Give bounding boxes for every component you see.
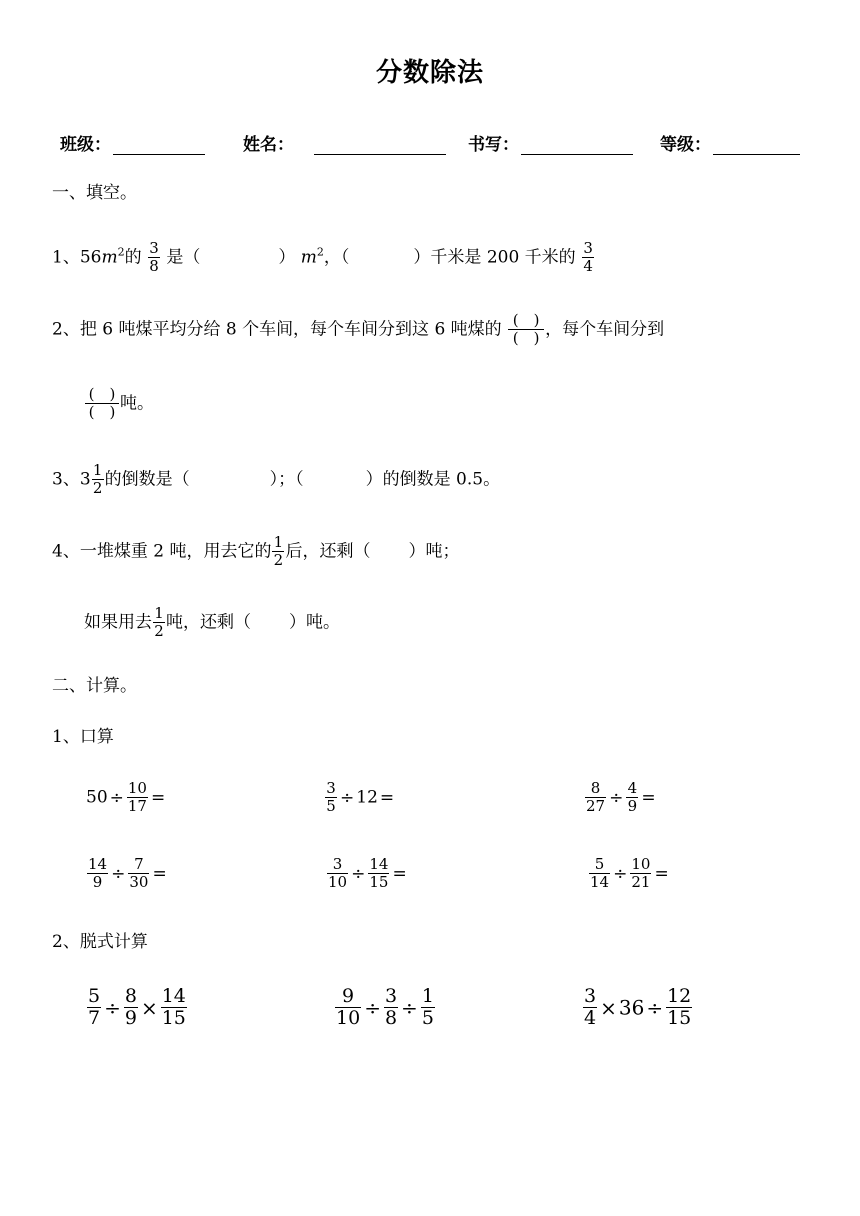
text: ）吨。 bbox=[289, 612, 340, 633]
text: m bbox=[101, 247, 118, 268]
fraction-numerator: 3 bbox=[583, 239, 593, 257]
fraction bbox=[327, 856, 348, 891]
text: 4、一堆煤重 2 吨，用去它的 bbox=[52, 541, 272, 562]
fraction bbox=[92, 462, 104, 497]
text: 2、把 6 吨煤平均分给 8 个车间，每个车间分到这 6 吨煤的 bbox=[52, 319, 502, 340]
fraction bbox=[368, 856, 389, 891]
fraction-denominator: 27 bbox=[586, 797, 606, 815]
fraction-numerator: 8 bbox=[590, 779, 601, 797]
text: 后，还剩（ bbox=[285, 541, 371, 562]
text: 如果用去 bbox=[84, 612, 152, 633]
fraction-denominator: 10 bbox=[336, 1007, 361, 1029]
text: 吨。 bbox=[120, 393, 154, 414]
fraction-denominator: 17 bbox=[127, 797, 147, 815]
question-1 bbox=[52, 240, 595, 275]
operator: ÷ bbox=[111, 863, 126, 884]
section-2-heading: 二、计算。 bbox=[52, 676, 137, 696]
fraction bbox=[148, 240, 160, 275]
operator: = bbox=[392, 863, 407, 884]
fraction-denominator: 15 bbox=[161, 1007, 186, 1029]
fraction bbox=[87, 986, 101, 1029]
operator: = bbox=[641, 787, 656, 808]
operator: ÷ bbox=[609, 787, 624, 808]
fraction-denominator: 30 bbox=[129, 873, 149, 891]
operator: ÷ bbox=[401, 995, 418, 1020]
fraction-numerator: 3 bbox=[332, 855, 343, 873]
oral-calc-heading: 1、口算 bbox=[52, 727, 114, 747]
step-calc-heading: 2、脱式计算 bbox=[52, 932, 148, 952]
fraction bbox=[384, 986, 398, 1029]
fraction-numerator: 8 bbox=[124, 985, 137, 1007]
grade-blank[interactable] bbox=[713, 136, 800, 155]
operator: ÷ bbox=[364, 995, 381, 1020]
fraction-numerator: ( ) bbox=[512, 311, 540, 329]
fraction bbox=[124, 986, 138, 1029]
name-field bbox=[243, 130, 446, 155]
writing-label: 书写： bbox=[468, 135, 519, 155]
text: 2 bbox=[117, 245, 125, 259]
grade-label: 等级： bbox=[660, 135, 711, 155]
fraction-numerator: 4 bbox=[627, 779, 638, 797]
fraction-numerator: 3 bbox=[584, 985, 597, 1007]
text: 1、56 bbox=[52, 247, 102, 268]
page-title: 分数除法 bbox=[375, 58, 484, 88]
fraction bbox=[585, 780, 606, 815]
class-blank[interactable] bbox=[113, 136, 205, 155]
step-problem-3 bbox=[582, 986, 693, 1029]
fraction-numerator: 3 bbox=[384, 985, 398, 1007]
fraction-denominator: 8 bbox=[384, 1007, 398, 1029]
fraction-denominator: 7 bbox=[88, 1007, 101, 1029]
text: 12 bbox=[356, 787, 378, 808]
text: 50 bbox=[86, 787, 108, 808]
operator: ÷ bbox=[109, 787, 124, 808]
question-2-line-2 bbox=[84, 386, 154, 421]
writing-field bbox=[468, 130, 633, 155]
text: ） bbox=[278, 247, 296, 268]
fraction-numerator: 5 bbox=[594, 855, 605, 873]
operator: × bbox=[600, 995, 617, 1020]
fraction bbox=[127, 780, 148, 815]
operator: = bbox=[379, 787, 395, 808]
fraction bbox=[666, 986, 692, 1029]
fraction-numerator: 14 bbox=[369, 855, 389, 873]
fraction-denominator: 21 bbox=[631, 873, 651, 891]
fraction-denominator: 8 bbox=[149, 257, 159, 275]
fraction-denominator: 9 bbox=[92, 873, 103, 891]
fraction-denominator: 5 bbox=[326, 797, 336, 815]
fraction-numerator: 9 bbox=[342, 985, 355, 1007]
operator: ÷ bbox=[613, 863, 628, 884]
oral-problem-1 bbox=[86, 780, 167, 815]
fraction-numerator: 3 bbox=[326, 779, 336, 797]
section-1-heading: 一、填空。 bbox=[52, 183, 137, 203]
fraction-numerator: 14 bbox=[161, 985, 186, 1007]
text: 的倒数是（ bbox=[104, 469, 190, 490]
fraction bbox=[583, 986, 597, 1029]
fraction-numerator: 14 bbox=[88, 855, 108, 873]
fraction-denominator: 10 bbox=[328, 873, 348, 891]
oral-problem-4 bbox=[86, 856, 169, 891]
fraction-numerator: 12 bbox=[667, 985, 692, 1007]
oral-problem-5 bbox=[326, 856, 409, 891]
text: 36 bbox=[618, 995, 645, 1020]
text: ）；（ bbox=[269, 469, 304, 490]
oral-problem-3 bbox=[584, 780, 658, 815]
operator: ÷ bbox=[340, 787, 355, 808]
fraction-denominator: ( ) bbox=[512, 329, 540, 347]
fraction-denominator: 14 bbox=[590, 873, 610, 891]
answer-fraction[interactable] bbox=[508, 312, 544, 347]
fraction bbox=[128, 856, 149, 891]
step-problem-1 bbox=[86, 986, 188, 1029]
fraction-numerator: ( ) bbox=[88, 385, 116, 403]
text: 3、3 bbox=[52, 469, 91, 490]
fraction-numerator: 3 bbox=[149, 239, 159, 257]
operator: = bbox=[152, 863, 167, 884]
class-label: 班级： bbox=[60, 135, 111, 155]
question-4 bbox=[52, 534, 459, 569]
operator: = bbox=[654, 863, 669, 884]
operator: × bbox=[140, 995, 158, 1020]
fraction-denominator: 5 bbox=[421, 1007, 434, 1029]
text: 是（ bbox=[166, 247, 201, 268]
fraction-denominator: ( ) bbox=[88, 403, 116, 421]
fraction-numerator: 1 bbox=[154, 604, 164, 622]
question-3 bbox=[52, 462, 500, 497]
operator: ÷ bbox=[351, 863, 366, 884]
question-2 bbox=[52, 312, 664, 347]
text: 的 bbox=[124, 247, 142, 268]
operator: ÷ bbox=[104, 995, 121, 1020]
text: m bbox=[300, 247, 317, 268]
fraction bbox=[153, 605, 165, 640]
fraction-denominator: 2 bbox=[154, 622, 164, 640]
text: ）吨； bbox=[408, 541, 460, 562]
fraction-denominator: 2 bbox=[273, 551, 284, 569]
fraction bbox=[87, 856, 108, 891]
operator: ÷ bbox=[646, 995, 664, 1020]
fraction-denominator: 15 bbox=[369, 873, 389, 891]
fraction bbox=[421, 986, 435, 1029]
text: ）的倒数是 0.5。 bbox=[365, 469, 501, 490]
writing-blank[interactable] bbox=[521, 136, 633, 155]
name-blank[interactable] bbox=[314, 136, 446, 155]
text: ，（ bbox=[323, 247, 350, 268]
question-4-line-2 bbox=[84, 605, 340, 640]
fraction bbox=[161, 986, 187, 1029]
fraction-denominator: 4 bbox=[583, 257, 593, 275]
fraction-numerator: 7 bbox=[134, 855, 144, 873]
fraction bbox=[335, 986, 361, 1029]
fraction-numerator: 1 bbox=[273, 533, 284, 551]
fraction-denominator: 15 bbox=[667, 1007, 692, 1029]
step-problem-2 bbox=[334, 986, 436, 1029]
text: ，每个车间分到 bbox=[545, 319, 665, 340]
fraction bbox=[626, 780, 638, 815]
fraction-numerator: 1 bbox=[92, 461, 103, 479]
grade-field bbox=[660, 130, 800, 155]
fraction-denominator: 2 bbox=[92, 479, 103, 497]
fraction-numerator: 1 bbox=[421, 985, 434, 1007]
fraction bbox=[589, 856, 610, 891]
text: 2 bbox=[316, 245, 324, 259]
oral-problem-2 bbox=[324, 780, 396, 815]
text: ）千米是 200 千米的 bbox=[413, 247, 576, 268]
fraction bbox=[630, 856, 651, 891]
text: 吨，还剩（ bbox=[166, 612, 251, 633]
fraction-numerator: 10 bbox=[631, 855, 651, 873]
fraction-denominator: 9 bbox=[124, 1007, 137, 1029]
fraction-denominator: 4 bbox=[584, 1007, 597, 1029]
oral-problem-6 bbox=[588, 856, 671, 891]
fraction-denominator: 9 bbox=[627, 797, 638, 815]
fraction bbox=[325, 780, 337, 815]
fraction-numerator: 5 bbox=[88, 985, 101, 1007]
fraction-numerator: 10 bbox=[127, 779, 147, 797]
fraction bbox=[272, 534, 284, 569]
answer-fraction[interactable] bbox=[85, 386, 119, 421]
name-label: 姓名： bbox=[243, 135, 294, 155]
class-field bbox=[60, 130, 205, 155]
operator: = bbox=[150, 787, 166, 808]
fraction bbox=[582, 240, 594, 275]
